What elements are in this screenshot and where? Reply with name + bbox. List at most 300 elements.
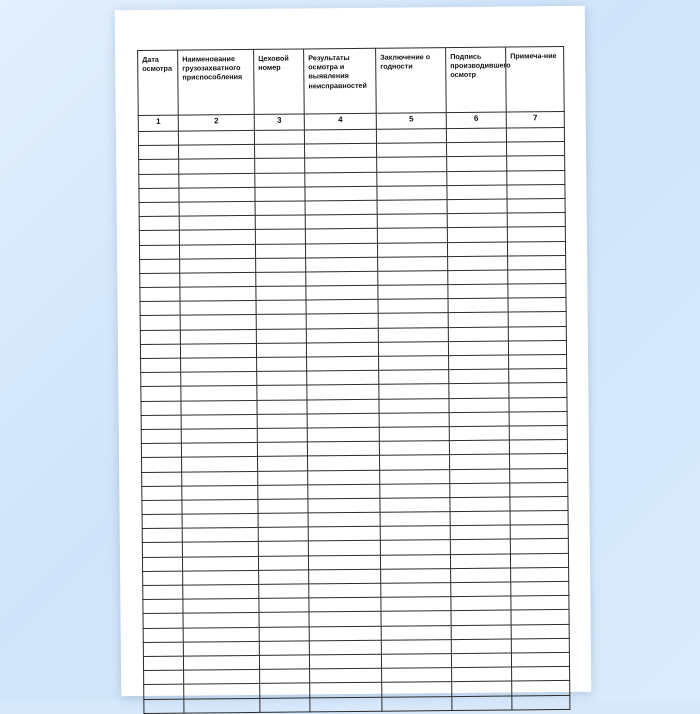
table-cell-empty[interactable] (179, 216, 255, 231)
table-cell-empty[interactable] (179, 201, 255, 216)
table-cell-empty[interactable] (447, 227, 507, 242)
table-cell-empty[interactable] (307, 356, 379, 371)
table-cell-empty[interactable] (377, 200, 447, 215)
table-cell-empty[interactable] (141, 401, 181, 416)
table-cell-empty[interactable] (450, 497, 510, 512)
table-cell-empty[interactable] (143, 614, 183, 629)
table-cell-empty[interactable] (309, 583, 381, 598)
table-cell-empty[interactable] (139, 174, 179, 189)
table-cell-empty[interactable] (180, 329, 256, 344)
table-cell-empty[interactable] (309, 597, 381, 612)
table-cell-empty[interactable] (259, 641, 309, 656)
table-cell-empty[interactable] (446, 128, 506, 143)
table-cell-empty[interactable] (380, 483, 450, 498)
table-cell-empty[interactable] (181, 386, 257, 401)
table-cell-empty[interactable] (144, 670, 184, 685)
table-cell-empty[interactable] (378, 270, 448, 285)
table-cell-empty[interactable] (382, 696, 452, 711)
table-cell-empty[interactable] (258, 541, 308, 556)
table-cell-empty[interactable] (380, 512, 450, 527)
table-cell-empty[interactable] (258, 527, 308, 542)
table-cell-empty[interactable] (258, 456, 308, 471)
table-cell-empty[interactable] (377, 214, 447, 229)
table-cell-empty[interactable] (183, 570, 259, 585)
table-cell-empty[interactable] (141, 429, 181, 444)
table-cell-empty[interactable] (260, 669, 310, 684)
table-cell-empty[interactable] (378, 341, 448, 356)
table-cell-empty[interactable] (143, 599, 183, 614)
table-cell-empty[interactable] (507, 142, 565, 157)
table-cell-empty[interactable] (308, 456, 380, 471)
table-cell-empty[interactable] (182, 556, 258, 571)
table-cell-empty[interactable] (510, 511, 568, 526)
table-cell-empty[interactable] (510, 553, 568, 568)
table-cell-empty[interactable] (509, 354, 567, 369)
table-cell-empty[interactable] (140, 301, 180, 316)
table-cell-empty[interactable] (381, 583, 451, 598)
table-cell-empty[interactable] (306, 271, 378, 286)
table-cell-empty[interactable] (511, 567, 569, 582)
table-cell-empty[interactable] (451, 610, 511, 625)
table-cell-empty[interactable] (182, 457, 258, 472)
table-cell-empty[interactable] (307, 413, 379, 428)
column-number-2: 2 (178, 114, 254, 131)
table-cell-empty[interactable] (379, 356, 449, 371)
table-cell-empty[interactable] (380, 497, 450, 512)
table-cell-empty[interactable] (258, 485, 308, 500)
table-cell-empty[interactable] (309, 640, 381, 655)
table-cell-empty[interactable] (378, 313, 448, 328)
table-cell-empty[interactable] (258, 470, 308, 485)
table-cell-empty[interactable] (449, 412, 509, 427)
table-cell-empty[interactable] (142, 557, 182, 572)
table-container (137, 46, 569, 714)
column-number-1: 1 (138, 115, 178, 131)
table-cell-empty[interactable] (451, 653, 511, 668)
table-cell-empty[interactable] (379, 384, 449, 399)
table-cell-empty[interactable] (306, 257, 378, 272)
table-cell-empty[interactable] (256, 272, 306, 287)
table-cell-empty[interactable] (378, 285, 448, 300)
table-cell-empty[interactable] (447, 142, 507, 157)
column-header-inspector-signature: Подпись производившего осмотр (446, 47, 507, 113)
table-cell-empty[interactable] (305, 186, 377, 201)
table-cell-empty[interactable] (256, 343, 306, 358)
table-cell-empty[interactable] (180, 315, 256, 330)
table-cell-empty[interactable] (379, 370, 449, 385)
column-header-notes: Примеча-ние (506, 46, 565, 112)
table-cell-empty[interactable] (449, 369, 509, 384)
table-cell-empty[interactable] (509, 411, 567, 426)
table-cell-empty[interactable] (179, 230, 255, 245)
table-cell-empty[interactable] (259, 598, 309, 613)
table-cell-empty[interactable] (451, 625, 511, 640)
header-row (138, 46, 565, 115)
table-cell-empty[interactable] (307, 399, 379, 414)
table-cell-empty[interactable] (257, 385, 307, 400)
table-cell-empty[interactable] (255, 173, 305, 188)
table-cell-empty[interactable] (447, 242, 507, 257)
table-cell-empty[interactable] (306, 300, 378, 315)
table-cell-empty[interactable] (142, 543, 182, 558)
table-cell-empty[interactable] (181, 400, 257, 415)
table-cell-empty[interactable] (377, 157, 447, 172)
table-cell-empty[interactable] (305, 172, 377, 187)
table-cell-empty[interactable] (449, 398, 509, 413)
table-cell-empty[interactable] (511, 596, 569, 611)
table-cell-empty[interactable] (255, 158, 305, 173)
table-cell-empty[interactable] (257, 442, 307, 457)
table-cell-empty[interactable] (308, 484, 380, 499)
table-cell-empty[interactable] (512, 695, 570, 710)
table-cell-empty[interactable] (509, 369, 567, 384)
table-cell-empty[interactable] (305, 200, 377, 215)
table-cell-empty[interactable] (381, 625, 451, 640)
table-cell-empty[interactable] (256, 329, 306, 344)
table-body (138, 127, 570, 713)
table-cell-empty[interactable] (141, 443, 181, 458)
table-cell-empty[interactable] (142, 500, 182, 515)
table-cell-empty[interactable] (510, 482, 568, 497)
table-cell-empty[interactable] (183, 655, 259, 670)
table-cell-empty[interactable] (182, 542, 258, 557)
table-cell-empty[interactable] (450, 469, 510, 484)
table-cell-empty[interactable] (448, 284, 508, 299)
table-cell-empty[interactable] (182, 485, 258, 500)
table-cell-empty[interactable] (450, 454, 510, 469)
table-cell-empty[interactable] (448, 341, 508, 356)
table-cell-empty[interactable] (181, 357, 257, 372)
table-cell-empty[interactable] (179, 159, 255, 174)
table-cell-empty[interactable] (451, 639, 511, 654)
table-cell-empty[interactable] (506, 127, 564, 142)
table-cell-empty[interactable] (256, 300, 306, 315)
table-cell-empty[interactable] (139, 216, 179, 231)
table-cell-empty[interactable] (143, 628, 183, 643)
table-cell-empty[interactable] (448, 298, 508, 313)
table-cell-empty[interactable] (447, 185, 507, 200)
table-cell-empty[interactable] (310, 697, 382, 712)
table-cell-empty[interactable] (509, 397, 567, 412)
table-cell-empty[interactable] (255, 201, 305, 216)
table-cell-empty[interactable] (507, 227, 565, 242)
table-cell-empty[interactable] (306, 342, 378, 357)
table-cell-empty[interactable] (377, 171, 447, 186)
table-cell-empty[interactable] (310, 668, 382, 683)
table-cell-empty[interactable] (259, 612, 309, 627)
table-cell-empty[interactable] (305, 229, 377, 244)
table-cell-empty[interactable] (181, 443, 257, 458)
table-cell-empty[interactable] (310, 683, 382, 698)
table-cell-empty[interactable] (140, 344, 180, 359)
table-cell-empty[interactable] (259, 655, 309, 670)
table-cell-empty[interactable] (509, 425, 567, 440)
table-cell-empty[interactable] (381, 611, 451, 626)
table-cell-empty[interactable] (140, 287, 180, 302)
table-cell-empty[interactable] (511, 610, 569, 625)
table-cell-empty[interactable] (452, 681, 512, 696)
table-cell-empty[interactable] (258, 499, 308, 514)
table-cell-empty[interactable] (447, 171, 507, 186)
table-cell-empty[interactable] (307, 441, 379, 456)
table-cell-empty[interactable] (180, 343, 256, 358)
table-cell-empty[interactable] (508, 298, 566, 313)
table-cell-empty[interactable] (255, 243, 305, 258)
table-cell-empty[interactable] (180, 286, 256, 301)
column-header-fitness-conclusion: Заключение о годности (376, 48, 447, 114)
table-cell-empty[interactable] (259, 570, 309, 585)
table-cell-empty[interactable] (305, 143, 377, 158)
table-cell-empty[interactable] (450, 511, 510, 526)
table-cell-empty[interactable] (377, 185, 447, 200)
table-cell-empty[interactable] (142, 472, 182, 487)
table-cell-empty[interactable] (306, 285, 378, 300)
table-cell-empty[interactable] (381, 597, 451, 612)
table-cell-empty[interactable] (307, 385, 379, 400)
column-number-5: 5 (376, 113, 446, 130)
table-cell-empty[interactable] (181, 414, 257, 429)
column-number-4: 4 (304, 113, 376, 130)
table-cell-empty[interactable] (380, 526, 450, 541)
inspection-log-table (137, 46, 570, 714)
column-header-device-name: Наименование грузозахватного приспособления (178, 49, 255, 115)
table-cell-empty[interactable] (447, 199, 507, 214)
table-cell-empty[interactable] (139, 245, 179, 260)
column-header-inspection-results: Результаты осмотра и выявления неисправностей (304, 48, 377, 114)
table-cell-empty[interactable] (140, 259, 180, 274)
table-cell-empty[interactable] (511, 581, 569, 596)
table-cell-empty[interactable] (309, 612, 381, 627)
table-cell-empty[interactable] (449, 383, 509, 398)
table-cell-empty[interactable] (143, 585, 183, 600)
table-cell-empty[interactable] (141, 415, 181, 430)
table-cell-empty[interactable] (510, 496, 568, 511)
table-cell-empty[interactable] (180, 258, 256, 273)
table-cell-empty[interactable] (140, 316, 180, 331)
table-cell-empty[interactable] (179, 187, 255, 202)
table-cell-empty[interactable] (181, 372, 257, 387)
table-cell-empty[interactable] (179, 145, 255, 160)
table-cell-empty[interactable] (447, 213, 507, 228)
table-cell-empty[interactable] (511, 624, 569, 639)
table-cell-empty[interactable] (512, 681, 570, 696)
table-cell-empty[interactable] (381, 568, 451, 583)
table-cell-empty[interactable] (140, 330, 180, 345)
table-cell-empty[interactable] (511, 638, 569, 653)
table-cell-empty[interactable] (508, 284, 566, 299)
table-cell-empty[interactable] (138, 131, 178, 146)
table-cell-empty[interactable] (259, 626, 309, 641)
table-cell-empty[interactable] (309, 626, 381, 641)
table-cell-empty[interactable] (380, 540, 450, 555)
table-cell-empty[interactable] (143, 642, 183, 657)
table-cell-empty[interactable] (448, 327, 508, 342)
table-cell-empty[interactable] (509, 440, 567, 455)
table-cell-empty[interactable] (259, 584, 309, 599)
table-cell-empty[interactable] (255, 215, 305, 230)
table-cell-empty[interactable] (382, 682, 452, 697)
table-cell-empty[interactable] (381, 639, 451, 654)
table-cell-empty[interactable] (178, 130, 254, 145)
table-cell-empty[interactable] (377, 228, 447, 243)
table-cell-empty[interactable] (308, 555, 380, 570)
table-cell-empty[interactable] (180, 272, 256, 287)
table-cell-empty[interactable] (304, 129, 376, 144)
table-cell-empty[interactable] (182, 528, 258, 543)
table-cell-empty[interactable] (380, 469, 450, 484)
table-cell-empty[interactable] (379, 412, 449, 427)
table-cell-empty[interactable] (143, 656, 183, 671)
table-cell-empty[interactable] (508, 312, 566, 327)
table-cell-empty[interactable] (379, 398, 449, 413)
table-cell-empty[interactable] (507, 198, 565, 213)
table-cell-empty[interactable] (449, 440, 509, 455)
table-cell-empty[interactable] (139, 145, 179, 160)
table-cell-empty[interactable] (183, 627, 259, 642)
table-cell-empty[interactable] (257, 428, 307, 443)
table-cell-empty[interactable] (184, 670, 260, 685)
table-cell-empty[interactable] (379, 441, 449, 456)
table-cell-empty[interactable] (309, 569, 381, 584)
table-cell-empty[interactable] (450, 483, 510, 498)
table-cell-empty[interactable] (258, 513, 308, 528)
table-cell-empty[interactable] (307, 370, 379, 385)
table-cell-empty[interactable] (452, 667, 512, 682)
table-cell-empty[interactable] (451, 568, 511, 583)
table-cell-empty[interactable] (255, 229, 305, 244)
table-cell-empty[interactable] (144, 684, 184, 699)
table-row[interactable] (144, 695, 570, 713)
table-cell-empty[interactable] (376, 129, 446, 144)
table-cell-empty[interactable] (257, 371, 307, 386)
table-cell-empty[interactable] (380, 455, 450, 470)
table-cell-empty[interactable] (511, 652, 569, 667)
table-cell-empty[interactable] (184, 698, 260, 713)
table-cell-empty[interactable] (308, 512, 380, 527)
table-cell-empty[interactable] (179, 244, 255, 259)
table-cell-empty[interactable] (182, 471, 258, 486)
table-cell-empty[interactable] (309, 654, 381, 669)
table-cell-empty[interactable] (307, 427, 379, 442)
table-cell-empty[interactable] (258, 556, 308, 571)
table-cell-empty[interactable] (377, 143, 447, 158)
table-cell-empty[interactable] (179, 173, 255, 188)
table-cell-empty[interactable] (448, 256, 508, 271)
table-cell-empty[interactable] (255, 144, 305, 159)
table-cell-empty[interactable] (142, 457, 182, 472)
table-cell-empty[interactable] (507, 241, 565, 256)
table-cell-empty[interactable] (378, 256, 448, 271)
table-cell-empty[interactable] (450, 554, 510, 569)
table-cell-empty[interactable] (510, 539, 568, 554)
table-cell-empty[interactable] (308, 541, 380, 556)
table-cell-empty[interactable] (380, 554, 450, 569)
table-cell-empty[interactable] (257, 357, 307, 372)
table-cell-empty[interactable] (510, 525, 568, 540)
table-cell-empty[interactable] (451, 596, 511, 611)
table-cell-empty[interactable] (182, 513, 258, 528)
table-cell-empty[interactable] (180, 301, 256, 316)
table-cell-empty[interactable] (183, 613, 259, 628)
table-cell-empty[interactable] (141, 387, 181, 402)
table-cell-empty[interactable] (141, 372, 181, 387)
table-cell-empty[interactable] (447, 156, 507, 171)
table-cell-empty[interactable] (448, 270, 508, 285)
table-cell-empty[interactable] (254, 130, 304, 145)
table-cell-empty[interactable] (308, 498, 380, 513)
table-cell-empty[interactable] (141, 358, 181, 373)
table-cell-empty[interactable] (183, 584, 259, 599)
table-cell-empty[interactable] (305, 243, 377, 258)
table-cell-empty[interactable] (182, 499, 258, 514)
table-cell-empty[interactable] (260, 683, 310, 698)
table-cell-empty[interactable] (306, 328, 378, 343)
table-cell-empty[interactable] (507, 156, 565, 171)
table-cell-empty[interactable] (448, 312, 508, 327)
table-cell-empty[interactable] (308, 470, 380, 485)
table-cell-empty[interactable] (450, 525, 510, 540)
table-cell-empty[interactable] (139, 188, 179, 203)
table-cell-empty[interactable] (381, 654, 451, 669)
table-cell-empty[interactable] (509, 454, 567, 469)
table-cell-empty[interactable] (449, 355, 509, 370)
table-cell-empty[interactable] (450, 539, 510, 554)
table-cell-empty[interactable] (305, 214, 377, 229)
table-cell-empty[interactable] (139, 202, 179, 217)
table-cell-empty[interactable] (509, 383, 567, 398)
table-cell-empty[interactable] (449, 426, 509, 441)
table-cell-empty[interactable] (306, 314, 378, 329)
table-cell-empty[interactable] (142, 514, 182, 529)
table-cell-empty[interactable] (183, 641, 259, 656)
table-cell-empty[interactable] (379, 427, 449, 442)
table-cell-empty[interactable] (508, 326, 566, 341)
table-cell-empty[interactable] (507, 170, 565, 185)
table-cell-empty[interactable] (451, 582, 511, 597)
table-cell-empty[interactable] (140, 273, 180, 288)
table-cell-empty[interactable] (139, 230, 179, 245)
table-cell-empty[interactable] (508, 255, 566, 270)
table-cell-empty[interactable] (256, 258, 306, 273)
table-cell-empty[interactable] (512, 667, 570, 682)
table-cell-empty[interactable] (257, 400, 307, 415)
table-cell-empty[interactable] (378, 299, 448, 314)
table-cell-empty[interactable] (144, 699, 184, 714)
table-cell-empty[interactable] (378, 327, 448, 342)
table-cell-empty[interactable] (255, 187, 305, 202)
table-cell-empty[interactable] (382, 668, 452, 683)
table-cell-empty[interactable] (256, 314, 306, 329)
table-cell-empty[interactable] (139, 160, 179, 175)
table-cell-empty[interactable] (510, 468, 568, 483)
table-cell-empty[interactable] (257, 414, 307, 429)
table-cell-empty[interactable] (256, 286, 306, 301)
table-cell-empty[interactable] (143, 571, 183, 586)
table-cell-empty[interactable] (181, 428, 257, 443)
table-cell-empty[interactable] (308, 526, 380, 541)
table-cell-empty[interactable] (305, 158, 377, 173)
table-cell-empty[interactable] (377, 242, 447, 257)
table-cell-empty[interactable] (184, 684, 260, 699)
table-cell-empty[interactable] (508, 340, 566, 355)
table-cell-empty[interactable] (452, 695, 512, 710)
table-cell-empty[interactable] (507, 213, 565, 228)
table-cell-empty[interactable] (507, 184, 565, 199)
table-cell-empty[interactable] (142, 528, 182, 543)
table-cell-empty[interactable] (183, 599, 259, 614)
table-cell-empty[interactable] (508, 269, 566, 284)
table-cell-empty[interactable] (142, 486, 182, 501)
